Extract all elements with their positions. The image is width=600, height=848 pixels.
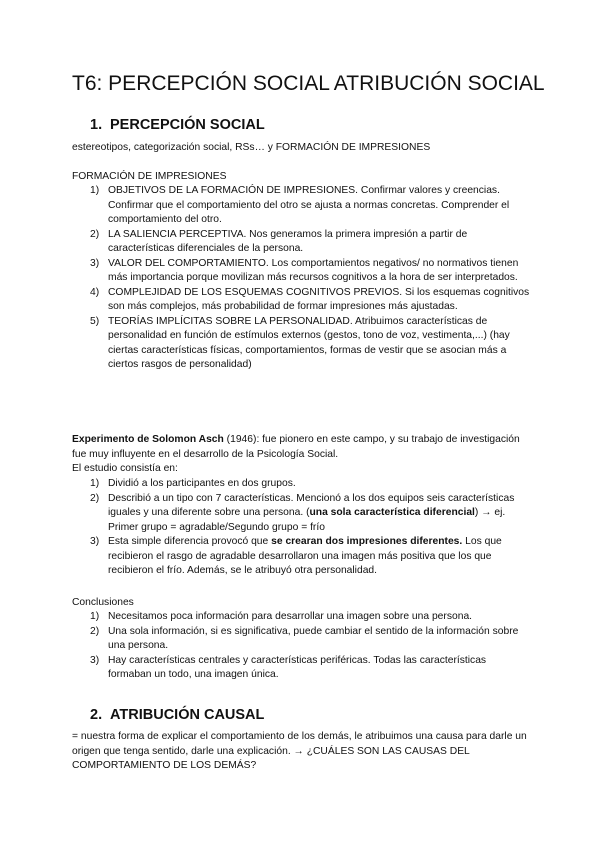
section-1-heading xyxy=(90,117,265,133)
item-text: Esta simple diferencia provocó que xyxy=(108,536,272,547)
section-2-text: = nuestra forma de explicar el comportamiento de los demás, le atribuimos una causa para darle un origen que tenga sentido, darle una explicación. → ¿CUÁLES SON LAS CAUSAS DEL COMPORTAMIENTO DE LOS DEMÁS? xyxy=(72,731,527,771)
list-item xyxy=(72,477,530,492)
list-item xyxy=(72,228,530,257)
impressions-subheading: FORMACIÓN DE IMPRESIONES xyxy=(72,171,227,182)
asch-list xyxy=(72,477,530,579)
item-text: Describió a un tipo con 7 características. Mencionó a los dos equipos seis características iguales y una diferente sobre una persona. ( xyxy=(108,492,515,518)
asch-paragraph xyxy=(72,433,530,462)
list-item xyxy=(72,286,530,315)
list-item xyxy=(72,257,530,286)
list-item xyxy=(72,535,530,579)
impressions-list xyxy=(72,184,530,373)
section-1-number: 1. xyxy=(90,117,103,133)
item-text: VALOR DEL COMPORTAMIENTO. Los comportamientos negativos/ no normativos tienen más importancia porque movilizan más recursos cognitivos a la hora de ser interpretados. xyxy=(108,257,519,283)
item-number: 3) xyxy=(90,257,100,269)
item-number: 2) xyxy=(90,625,100,637)
asch-description: (1946): fue pionero en este campo, y su trabajo de investigación fue muy influyente en el desarrollo de la Psicología Social. xyxy=(72,434,520,460)
page-title: T6: PERCEPCIÓN SOCIAL ATRIBUCIÓN SOCIAL xyxy=(72,72,545,95)
item-number: 1) xyxy=(90,611,100,622)
section-2-title: ATRIBUCIÓN CAUSAL xyxy=(110,707,265,723)
item-text: Necesitamos poca información para desarrollar una imagen sobre una persona. xyxy=(108,611,473,622)
list-item xyxy=(72,315,530,373)
list-item xyxy=(72,625,530,654)
item-text: ) → ej. Primer grupo = agradable/Segundo grupo = frío xyxy=(108,507,506,533)
item-number: 1) xyxy=(90,185,100,196)
item-text: OBJETIVOS DE LA FORMACIÓN DE IMPRESIONES. Confirmar valores y creencias. Confirmar que el comportamiento del otro se ajusta a normas concretas. Comprender el comportamiento del otro. xyxy=(108,185,510,225)
item-text: TEORÍAS IMPLÍCITAS SOBRE LA PERSONALIDAD. Atribuimos características de personalidad en función de estímulos externos (gestos, tono de voz, vestimenta,...) (hay ciertas características físicas, comportamientos, formas de vestir que se asocian más a ciertos rasgos de personalidad) xyxy=(108,315,510,370)
section-1-intro: estereotipos, categorización social, RSs… y FORMACIÓN DE IMPRESIONES xyxy=(72,142,431,153)
item-text: Los que recibieron el rasgo de agradable desarrollaron una imagen más positiva que los que recibieron el frío. Además, se le atribuyó otra personalidad. xyxy=(108,536,502,576)
item-number: 3) xyxy=(90,654,100,666)
section-1-title: PERCEPCIÓN SOCIAL xyxy=(110,117,265,133)
item-number: 2) xyxy=(90,228,100,240)
item-number: 1) xyxy=(90,478,100,489)
item-text: LA SALIENCIA PERCEPTIVA. Nos generamos la primera impresión a partir de características diferenciales de la persona. xyxy=(108,228,468,254)
item-text: Una sola información, si es significativa, puede cambiar el sentido de la información sobre una persona. xyxy=(108,625,519,651)
item-text-bold: una sola característica diferencial xyxy=(309,507,475,518)
item-text: COMPLEJIDAD DE LOS ESQUEMAS COGNITIVOS PREVIOS. Si los esquemas cognitivos son más complejos, más probabilidad de formar impresiones más ajustadas. xyxy=(108,286,530,312)
list-item xyxy=(72,492,530,536)
item-text: Dividió a los participantes en dos grupos. xyxy=(108,478,296,489)
conclusions-heading: Conclusiones xyxy=(72,597,134,608)
section-2-heading xyxy=(90,707,264,723)
list-item xyxy=(72,184,530,228)
item-text: Hay características centrales y características periféricas. Todas las características formaban un todo, una imagen única. xyxy=(108,654,487,680)
item-number: 3) xyxy=(90,536,100,547)
item-number: 2) xyxy=(90,492,100,504)
item-text-bold: se crearan dos impresiones diferentes. xyxy=(271,536,463,547)
list-item xyxy=(72,610,530,625)
conclusions-list xyxy=(72,610,530,683)
list-item xyxy=(72,654,530,683)
section-2-number: 2. xyxy=(90,707,103,723)
item-number: 5) xyxy=(90,315,100,327)
item-number: 4) xyxy=(90,286,100,298)
asch-lead: El estudio consistía en: xyxy=(72,463,178,474)
asch-title: Experimento de Solomon Asch xyxy=(72,434,224,445)
